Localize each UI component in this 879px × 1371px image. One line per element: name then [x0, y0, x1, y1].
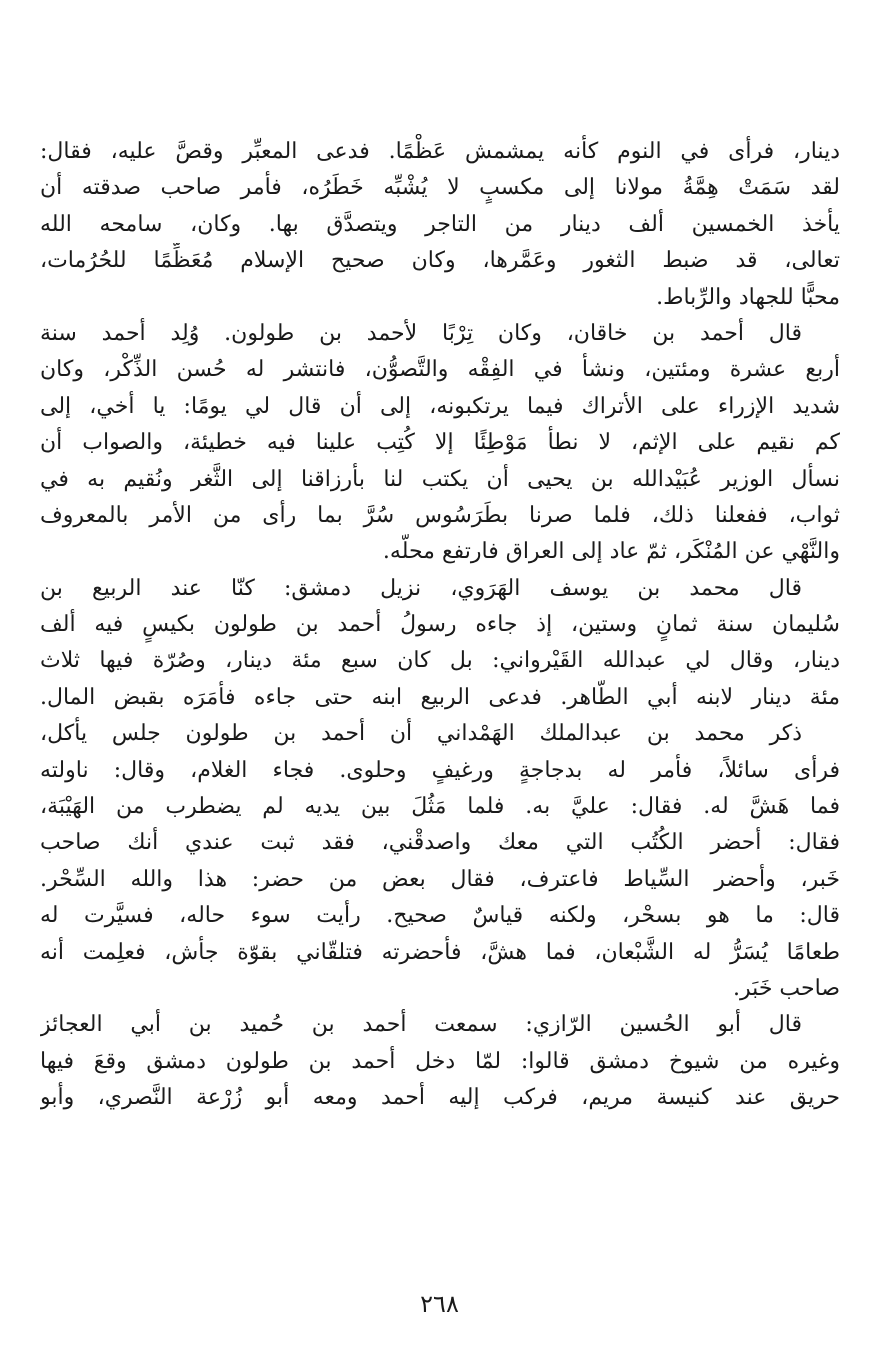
- text-line: تعالى، قد ضبط الثغور وعَمَّرها، وكان صحيح الإسلام مُعَظِّمًا للحُرُمات،: [40, 248, 840, 274]
- page-number: ٢٦٨: [420, 1290, 459, 1318]
- text-line: فقال: أحضر الكُتُب التي معك واصدقْني، فقد ثبت عندي أنك صاحب: [40, 830, 840, 856]
- text-line: قال: ما هو بسحْر، ولكنه قياسٌ صحيح. رأيت سوء حاله، فسيَّرت له: [40, 903, 840, 929]
- text-line: وغيره من شيوخ دمشق قالوا: لمّا دخل أحمد بن طولون دمشق وقعَ فيها: [40, 1048, 840, 1074]
- text-line: فرأى سائلاً، فأمر له بدجاجةٍ ورغيفٍ وحلوى. فجاء الغلام، وقال: ناولته: [40, 757, 840, 783]
- text-line: والنَّهْي عن المُنْكَر، ثمّ عاد إلى العراق فارتفع محلُّه.: [382, 539, 840, 565]
- paragraph-first-line: قال أبو الحُسين الرّازي: سمعت أحمد بن حُميد بن أبي العجائز: [40, 1012, 802, 1038]
- body-text: [40, 134, 840, 1117]
- text-line: خَبر، وأحضر السِّياط فاعترف، فقال بعض من حضر: هذا والله السِّحْر.: [40, 866, 840, 892]
- text-line: دينار، وقال لي عبدالله القَيْرواني: بل كان سبع مئة دينار، وصُرّة فيها ثلاث: [40, 648, 840, 674]
- text-line: فما هَشَّ له. فقال: عليَّ به. فلما مَثُلَ بين يديه لم يضطرب من الهَيْبَة،: [40, 794, 840, 820]
- text-line: حريق عند كنيسة مريم، فركب إليه أحمد ومعه أبو زُرْعة النَّصري، وأبو: [40, 1085, 840, 1111]
- text-line: كم نقيم على الإثم، لا نطأ مَوْطِئًا إلا كُتِب علينا فيه خطيئة، والصواب أن: [40, 430, 840, 456]
- text-line: شديد الإزراء على الأتراك فيما يرتكبونه، إلى أن قال لي يومًا: يا أخي، إلى: [40, 393, 840, 419]
- text-line: لقد سَمَتْ هِمَّةُ مولانا إلى مكسبٍ لا يُشْبِّه خَطَرُه، فأمر صاحب صدقته أن: [40, 175, 840, 201]
- paragraph-first-line: قال محمد بن يوسف الهَرَوي، نزيل دمشق: كنّا عند الربيع بن: [40, 575, 802, 601]
- text-line: دينار، فرأى في النوم كأنه يمشمش عَظْمًا. فدعى المعبِّر وقصَّ عليه، فقال:: [40, 139, 840, 164]
- text-line: محبًّا للجهاد والرِّباط.: [656, 284, 840, 310]
- paragraph-first-line: ذكر محمد بن عبدالملك الهَمْداني أن أحمد بن طولون جلس يأكل،: [40, 721, 802, 747]
- text-line: يأخذ الخمسين ألف دينار من التاجر ويتصدَّق بها. وكان، سامحه الله: [40, 211, 840, 237]
- text-line: سُليمان سنة ثمانٍ وستين، إذ جاءه رسولُ أحمد بن طولون بكيسٍ فيه ألف: [40, 612, 840, 638]
- text-line: ثواب، ففعلنا ذلك، فلما صرنا بطَرَسُوس سُرَّ بما رأى من الأمر بالمعروف: [40, 502, 840, 528]
- text-line: طعامًا يُسَرُّ له الشَّبْعان، فما هشَّ، فأحضرته فتلقّاني بقوّة جأش، فعلِمت أنه: [40, 939, 840, 965]
- text-line: نسأل الوزير عُبَيْدالله بن يحيى أن يكتب لنا بأرزاقنا إلى الثَّغر ونُقيم به في: [40, 466, 840, 492]
- text-line: صاحب خَبَر.: [733, 975, 840, 1001]
- text-line: أربع عشرة ومئتين، ونشأ في الفِقْه والتَّصوُّن، فانتشر له حُسن الذِّكْر، وكان: [40, 357, 840, 383]
- text-line: مئة دينار لابنه أبي الطَّاهر. فدعى الربيع ابنه حتى جاءه فأمَرَه بقبض المال.: [40, 684, 840, 710]
- paragraph-first-line: قال أحمد بن خاقان، وكان تِرْبًا لأحمد بن طولون. وُلِد أحمد سنة: [40, 320, 802, 346]
